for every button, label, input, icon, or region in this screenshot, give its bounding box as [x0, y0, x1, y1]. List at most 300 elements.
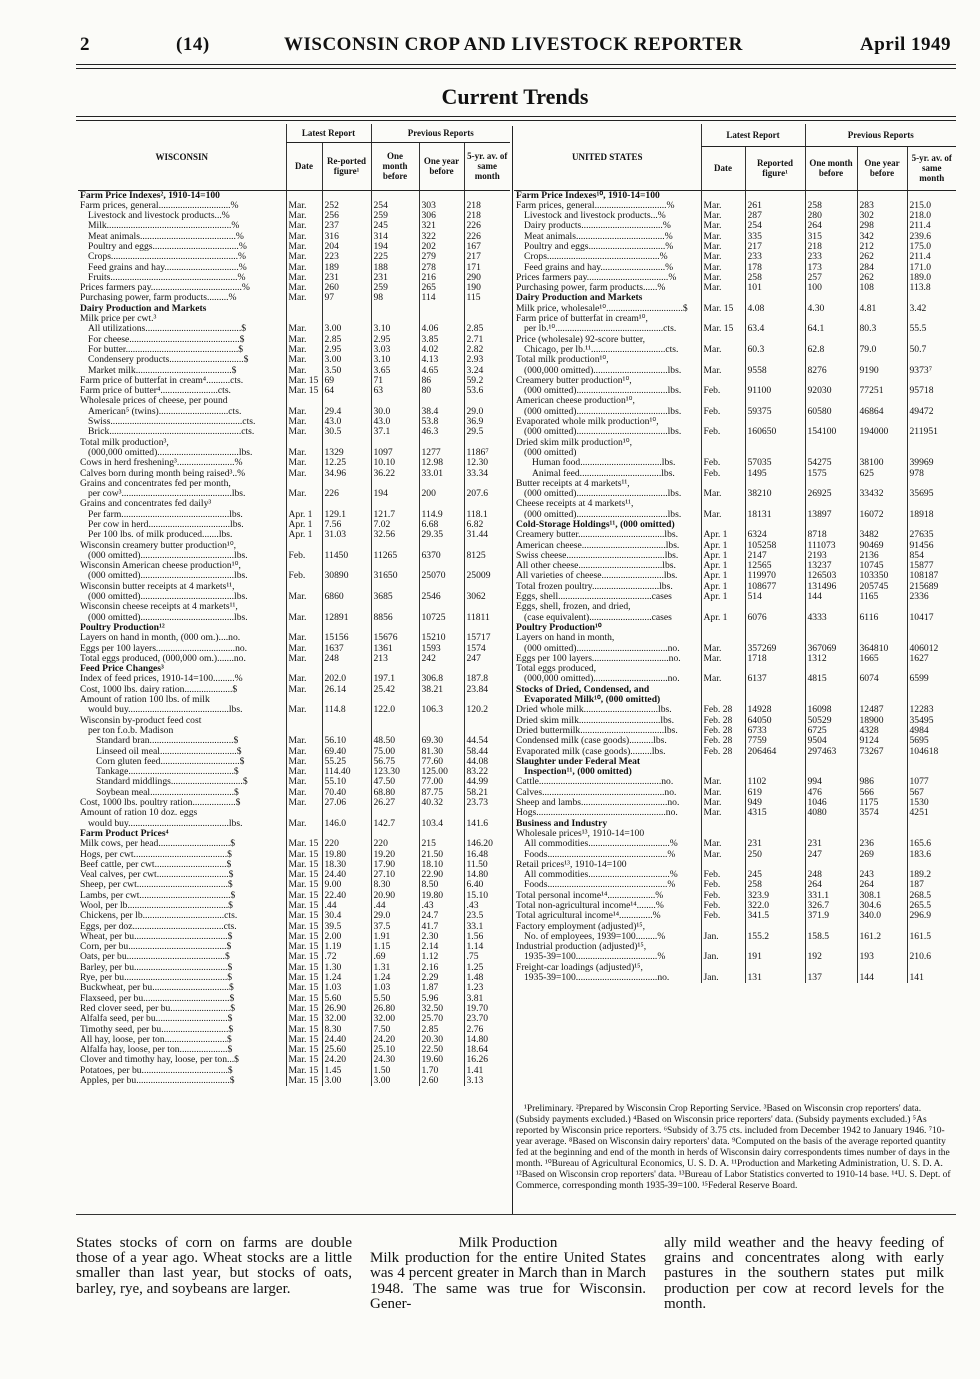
year-before-cell: 1.12	[419, 952, 464, 962]
row-label: Veal calves, per cwt..............................$	[80, 870, 234, 881]
row-label: Foods..................................................%	[524, 880, 676, 891]
month-before-cell	[805, 355, 857, 365]
row-label: (000,000 omitted)..................................lbs.	[88, 447, 253, 458]
five-year-cell: 3.81	[464, 994, 510, 1004]
month-before-cell: 123.30	[371, 767, 419, 777]
month-before-cell: 98	[371, 293, 419, 303]
reported-cell: 34.96	[322, 469, 371, 479]
row-label: All other cheese...................................lbs.	[516, 561, 676, 572]
date-cell: Mar.	[701, 644, 745, 654]
year-before-cell: 3574	[857, 808, 907, 818]
row-label: Dairy products..................................%	[524, 221, 671, 232]
reported-cell: 949	[745, 798, 805, 808]
five-year-cell: 50.7	[907, 345, 956, 355]
table-row	[514, 438, 956, 448]
year-before-cell: 1665	[857, 654, 907, 664]
row-label: Prices farmers pay......................................%	[80, 283, 250, 294]
date-cell: Feb.	[286, 571, 322, 581]
title-rule-2	[76, 120, 956, 121]
row-label: Total eggs produced, (000,000 om.).......no.	[80, 653, 246, 664]
reported-cell: 1.45	[322, 1066, 371, 1076]
row-label: Total milk production³,	[80, 437, 169, 448]
five-year-cell: 141.6	[464, 819, 510, 829]
month-before-cell: 30.0	[371, 407, 419, 417]
date-cell: Mar. 15	[286, 901, 322, 911]
month-before-cell: 188	[371, 263, 419, 273]
row-label: Index of feed prices, 1910-14=100.........%	[80, 674, 243, 685]
year-before-cell: 1.87	[419, 983, 464, 993]
year-before-cell: 9190	[857, 366, 907, 376]
year-before-cell: 1175	[857, 798, 907, 808]
row-label: Crops...............................................%	[524, 252, 668, 263]
month-before-cell: 111073	[805, 541, 857, 551]
empty-cell	[745, 685, 805, 695]
row-label: (000 omitted)......................................lbs.	[524, 509, 682, 520]
reported-cell: 108677	[745, 582, 805, 592]
reported-cell: 18.30	[322, 860, 371, 870]
date-cell: Apr. 1	[286, 530, 322, 540]
month-before-cell: 3685	[371, 592, 419, 602]
month-before-cell: 280	[805, 211, 857, 221]
section-heading-label: Poultry Production¹⁰	[516, 621, 602, 633]
five-year-cell: 15877	[907, 561, 956, 571]
month-before-cell: 24.30	[371, 1055, 419, 1065]
five-year-cell	[907, 355, 956, 365]
reported-cell: 5.60	[322, 994, 371, 1004]
month-before-cell: 31650	[371, 571, 419, 581]
row-label: Apples, per bu.......................................$	[80, 1076, 235, 1087]
month-before-cell: 137	[805, 973, 857, 983]
row-label: Alfalfa hay, loose, per ton....................$	[80, 1045, 233, 1056]
five-year-cell: 59.2	[464, 376, 510, 386]
date-cell: Mar.	[286, 273, 322, 283]
row-label: Prices farmers pay..................................%	[516, 272, 677, 283]
five-year-cell: 171.0	[907, 263, 956, 273]
date-cell: Mar.	[286, 335, 322, 345]
wisconsin-table	[78, 124, 510, 1086]
five-year-cell: 16.26	[464, 1055, 510, 1065]
five-year-cell: 1530	[907, 798, 956, 808]
date-cell	[701, 355, 745, 365]
reported-cell: 24.40	[322, 870, 371, 880]
five-year-cell: 91456	[907, 541, 956, 551]
five-year-cell: 35695	[907, 489, 956, 499]
date-cell: Mar.	[286, 757, 322, 767]
year-before-cell: 264	[857, 880, 907, 890]
five-year-cell: 120.2	[464, 705, 510, 715]
row-label: Red clover seed, per bu.........................$	[80, 1003, 236, 1014]
region-label: WISCONSIN	[78, 124, 286, 190]
month-before-cell: 231	[371, 273, 419, 283]
year-before-cell: 80.3	[857, 324, 907, 334]
reported-cell: 12891	[322, 613, 371, 623]
row-label: Eggs per 100 layers.................................no.	[80, 643, 248, 654]
year-before-cell: 216	[419, 273, 464, 283]
reported-cell: 57035	[745, 458, 805, 468]
table-row	[78, 736, 510, 746]
year-before-cell: 194000	[857, 427, 907, 437]
row-label: (000,000 omitted)...............................lbs.	[524, 365, 682, 376]
five-year-cell: 19.70	[464, 1004, 510, 1014]
publication-title: WISCONSIN CROP AND LIVESTOCK REPORTER	[284, 34, 743, 55]
year-before-cell: 79.0	[857, 345, 907, 355]
empty-cell	[701, 819, 745, 829]
reported-cell: 191	[745, 952, 805, 962]
five-year-header: 5-yr. av. of same month	[464, 142, 510, 190]
reported-cell: 4.08	[745, 304, 805, 314]
row-label: Milk cows, per head..............................$	[80, 839, 236, 850]
date-cell: Mar.	[286, 736, 322, 746]
section-heading-label: Farm Price Indexes², 1910-14=100	[80, 189, 220, 201]
row-label: 1935-39=100..................................%	[524, 952, 666, 963]
row-label: All utilizations........................................$	[88, 324, 247, 335]
row-label: Amount of ration 100 lbs. of milk	[80, 695, 210, 706]
article-text-2: Milk production for the entire United States was 4 percent greater in March than in March 1948. The same was true for Wisconsin. Gener-	[370, 1250, 646, 1312]
five-year-cell: 11811	[464, 613, 510, 623]
year-before-cell: 8.50	[419, 880, 464, 890]
row-label: Poultry and eggs................................%	[524, 241, 674, 252]
five-year-cell: 239.6	[907, 232, 956, 242]
five-year-cell: 1077	[907, 777, 956, 787]
date-cell: Mar.	[286, 448, 322, 458]
date-cell: Mar.	[701, 263, 745, 273]
reported-cell: 1102	[745, 777, 805, 787]
date-cell: Mar.	[286, 324, 322, 334]
date-cell: Jan.	[701, 952, 745, 962]
table-row	[78, 355, 510, 365]
date-cell: Mar. 15	[286, 1004, 322, 1014]
reported-cell: 2147	[745, 551, 805, 561]
year-before-cell: 103.4	[419, 819, 464, 829]
table-row	[514, 489, 956, 499]
row-label: 1935-39=100..................................no.	[524, 973, 670, 984]
reported-cell: 1637	[322, 644, 371, 654]
row-label: Farm price of butterfat in cream¹⁰,	[516, 314, 648, 325]
reported-cell: 1495	[745, 469, 805, 479]
row-label: Brick.......................................................cts.	[88, 427, 255, 438]
five-year-cell: 35495	[907, 716, 956, 726]
date-cell: Mar.	[286, 355, 322, 365]
table-row	[78, 571, 510, 581]
five-year-cell: 113.8	[907, 283, 956, 293]
year-before-cell: 18.10	[419, 860, 464, 870]
table-row	[514, 973, 956, 983]
reported-cell: 64050	[745, 716, 805, 726]
year-before-cell: 33432	[857, 489, 907, 499]
empty-cell	[701, 623, 745, 633]
reported-cell: 26.90	[322, 1004, 371, 1014]
table-row	[514, 880, 956, 890]
row-label: Cost, 1000 lbs. poultry ration..................$	[80, 798, 241, 809]
year-before-cell: 38.4	[419, 407, 464, 417]
year-before-header: One year before	[419, 142, 464, 190]
date-cell: Mar. 15	[286, 850, 322, 860]
section-title: Current Trends	[441, 84, 589, 109]
row-label: Wisconsin cheese receipts at 4 markets¹¹,	[80, 602, 238, 613]
five-year-cell: 4251	[907, 808, 956, 818]
year-before-cell: 40.32	[419, 798, 464, 808]
reported-cell: 11450	[322, 551, 371, 561]
table-row	[514, 644, 956, 654]
five-year-cell: 1.14	[464, 942, 510, 952]
row-label: (000 omitted)......................................lbs.	[524, 386, 682, 397]
row-label: Livestock and livestock products...%	[524, 211, 666, 222]
month-before-cell: 7.50	[371, 1025, 419, 1035]
year-before-cell: 22.50	[419, 1045, 464, 1055]
row-label: Rye, per bu...........................................$	[80, 973, 233, 984]
table-row	[514, 252, 956, 262]
reported-cell: 15156	[322, 633, 371, 643]
five-year-cell: 215.0	[907, 201, 956, 211]
row-label: (000 omitted).......................................lbs.	[88, 592, 248, 603]
row-label: Human food..................................lbs.	[532, 458, 676, 469]
row-label: Wholesale prices¹³, 1910-14=100	[516, 828, 645, 839]
date-cell: Mar.	[286, 458, 322, 468]
month-before-cell: 4815	[805, 674, 857, 684]
month-before-cell: 92030	[805, 386, 857, 396]
row-label: Cows in herd freshening³........................%	[80, 458, 243, 469]
row-label: per lb.¹⁰.............................................cts.	[524, 324, 677, 335]
reported-cell: 2.00	[322, 932, 371, 942]
month-before-cell: 218	[805, 242, 857, 252]
row-label: All commodities..................................%	[524, 839, 678, 850]
row-label: (000,000 omitted)...............................no.	[524, 674, 680, 685]
date-cell: Feb. 28	[701, 736, 745, 746]
date-cell: Mar.	[286, 469, 322, 479]
month-before-cell: 2.95	[371, 335, 419, 345]
table-row	[78, 458, 510, 468]
five-year-cell: 567	[907, 788, 956, 798]
previous-reports-header: Previous Reports	[805, 124, 956, 146]
five-year-cell: 11.50	[464, 860, 510, 870]
year-before-cell: 69.30	[419, 736, 464, 746]
date-header: Date	[286, 142, 322, 190]
five-year-cell: 44.99	[464, 777, 510, 787]
row-label: Condensery products...............................$	[88, 355, 249, 366]
month-before-cell: 3.10	[371, 355, 419, 365]
reported-cell: 231	[745, 839, 805, 849]
month-before-cell: 8856	[371, 613, 419, 623]
month-before-cell: 4.30	[805, 304, 857, 314]
table-row	[78, 716, 510, 726]
five-year-cell: 1.23	[464, 983, 510, 993]
reported-cell: 30.4	[322, 911, 371, 921]
reported-header: Reported figure¹	[745, 146, 805, 190]
table-row	[78, 1076, 510, 1086]
reported-cell: 217	[745, 242, 805, 252]
year-before-cell: 38100	[857, 458, 907, 468]
month-before-cell: 11265	[371, 551, 419, 561]
reported-cell: 6860	[322, 592, 371, 602]
date-cell: Apr. 1	[701, 582, 745, 592]
date-cell: Mar. 15	[286, 911, 322, 921]
year-before-cell: 38.21	[419, 685, 464, 695]
year-before-cell: 15210	[419, 633, 464, 643]
year-before-cell: 4.13	[419, 355, 464, 365]
year-before-cell: 29.35	[419, 530, 464, 540]
five-year-cell: 207.6	[464, 489, 510, 499]
month-before-cell: 257	[805, 273, 857, 283]
latest-report-header: Latest Report	[701, 124, 805, 146]
empty-cell	[805, 685, 857, 695]
five-year-cell: 18918	[907, 510, 956, 520]
year-before-cell: 303	[419, 201, 464, 211]
year-before-cell: 625	[857, 469, 907, 479]
date-cell: Mar. 15	[286, 973, 322, 983]
row-label: per ton f.o.b. Madison	[88, 725, 174, 736]
month-before-cell: 3.10	[371, 324, 419, 334]
month-before-cell: 5.50	[371, 994, 419, 1004]
date-cell: Feb.	[701, 427, 745, 437]
date-cell: Mar.	[701, 808, 745, 818]
five-year-cell: 58.44	[464, 747, 510, 757]
reported-cell: 12.25	[322, 458, 371, 468]
reported-cell: 160650	[745, 427, 805, 437]
year-before-cell: 1277	[419, 448, 464, 458]
month-before-cell: 254	[371, 201, 419, 211]
five-year-cell: 23.73	[464, 798, 510, 808]
five-year-cell: 10417	[907, 613, 956, 623]
table-row	[514, 417, 956, 427]
reported-cell: 25.60	[322, 1045, 371, 1055]
month-before-cell: 27.10	[371, 870, 419, 880]
year-before-cell: 103350	[857, 571, 907, 581]
section-heading-label: Business and Industry	[516, 817, 608, 829]
table-row	[78, 489, 510, 499]
reported-cell: 3.00	[322, 324, 371, 334]
page-header	[78, 34, 956, 64]
year-before-cell: 25070	[419, 571, 464, 581]
empty-cell	[907, 819, 956, 829]
year-before-cell: 53.8	[419, 417, 464, 427]
row-label: Price (wholesale) 92-score butter,	[516, 334, 646, 345]
table-row	[514, 427, 956, 437]
five-year-cell: 49472	[907, 407, 956, 417]
row-label: Milk price, wholesale¹⁰................................$	[516, 303, 688, 314]
table-row	[514, 541, 956, 551]
date-cell: Mar. 15	[286, 1035, 322, 1045]
empty-cell	[701, 685, 745, 695]
five-year-cell: 33.1	[464, 922, 510, 932]
date-cell: Mar.	[286, 633, 322, 643]
row-label: Farm prices, general..............................%	[516, 200, 675, 211]
year-before-cell: 9124	[857, 736, 907, 746]
reported-cell: 27.06	[322, 798, 371, 808]
five-year-cell: 3.13	[464, 1076, 510, 1086]
reported-cell: 39.5	[322, 922, 371, 932]
reported-cell: 59375	[745, 407, 805, 417]
month-before-cell: 326.7	[805, 901, 857, 911]
five-year-cell: 217	[464, 252, 510, 262]
date-cell: Apr. 1	[701, 592, 745, 602]
five-year-cell: 1.41	[464, 1066, 510, 1076]
article-column-2	[370, 1236, 646, 1312]
year-before-cell: 77.60	[419, 757, 464, 767]
date-cell: Feb.	[701, 901, 745, 911]
table-row	[514, 355, 956, 365]
row-label: Meat animals........................................%	[88, 231, 244, 242]
reported-cell: 2.95	[322, 345, 371, 355]
table-row	[514, 324, 956, 334]
table-bottom-rule	[76, 1214, 956, 1215]
date-cell: Mar. 15	[286, 1076, 322, 1086]
section-heading-label: Poultry Production¹²	[80, 621, 165, 633]
month-before-cell: 245	[371, 221, 419, 231]
five-year-cell: 55.5	[907, 324, 956, 334]
month-before-cell: 26.80	[371, 1004, 419, 1014]
date-cell: Feb.	[701, 469, 745, 479]
year-before-cell: 2546	[419, 592, 464, 602]
five-year-cell: 118.1	[464, 510, 510, 520]
date-cell: Mar.	[701, 654, 745, 664]
date-cell: Mar.	[286, 232, 322, 242]
row-label: Cheese receipts at 4 markets¹¹,	[516, 499, 634, 510]
empty-cell	[857, 623, 907, 633]
five-year-cell: 58.21	[464, 788, 510, 798]
month-before-cell: 4080	[805, 808, 857, 818]
row-label: per cow³..............................................lbs.	[88, 489, 246, 500]
row-label: No. of employees, 1939=100.........%	[524, 931, 666, 942]
month-before-cell: 24.20	[371, 1035, 419, 1045]
month-before-cell: 32.00	[371, 1014, 419, 1024]
reported-cell: 204	[322, 242, 371, 252]
year-before-cell: 2.16	[419, 963, 464, 973]
section-heading-label: Stocks of Dried, Condensed, and	[516, 683, 650, 695]
month-before-cell: .69	[371, 952, 419, 962]
empty-cell	[857, 685, 907, 695]
row-label: Purchasing power, farm products......%	[516, 283, 666, 294]
reported-cell: 19.80	[322, 850, 371, 860]
year-before-cell: 19.80	[419, 891, 464, 901]
year-before-cell: 242	[419, 654, 464, 664]
row-label: All varieties of cheese..........................lbs.	[516, 571, 678, 582]
row-label: Beef cattle, per cwt..............................$	[80, 859, 232, 870]
table-row	[514, 273, 956, 283]
date-cell: Mar.	[286, 211, 322, 221]
row-label: Dried skim milk..................................lbs.	[516, 715, 675, 726]
date-cell: Mar. 15	[286, 942, 322, 952]
date-cell: Mar.	[286, 252, 322, 262]
five-year-cell	[464, 716, 510, 726]
row-label: (000 omitted)......................................lbs.	[524, 406, 682, 417]
year-before-cell: 12487	[857, 705, 907, 715]
row-label: Freight-car loadings (adjusted)¹⁵,	[516, 962, 643, 973]
five-year-cell: 12.30	[464, 458, 510, 468]
five-year-cell: 23.84	[464, 685, 510, 695]
united-states-table	[514, 124, 956, 983]
year-before-cell: 10745	[857, 561, 907, 571]
date-cell: Mar. 15	[701, 304, 745, 314]
month-before-cell: 233	[805, 252, 857, 262]
date-cell: Feb.	[701, 386, 745, 396]
reported-cell: 114.8	[322, 705, 371, 715]
reported-cell: 6324	[745, 530, 805, 540]
five-year-cell: 218	[464, 201, 510, 211]
row-label: Dried skim milk production¹⁰,	[516, 437, 632, 448]
year-before-cell: 278	[419, 263, 464, 273]
row-label: would buy..........................................lbs.	[88, 818, 243, 829]
year-before-cell: 265	[419, 283, 464, 293]
five-year-cell: 2.93	[464, 355, 510, 365]
year-before-cell: 19.60	[419, 1055, 464, 1065]
section-heading-label: Dairy Production and Markets	[80, 302, 207, 314]
five-year-cell: 247	[464, 654, 510, 664]
row-label: Total agricultural income¹⁴..............%	[516, 911, 661, 922]
section-heading-label: Cold-Storage Holdings¹¹, (000 omitted)	[516, 519, 675, 530]
row-label: Wisconsin American cheese production¹⁰,	[80, 561, 241, 572]
five-year-cell: 3062	[464, 592, 510, 602]
reported-cell: 254	[745, 221, 805, 231]
